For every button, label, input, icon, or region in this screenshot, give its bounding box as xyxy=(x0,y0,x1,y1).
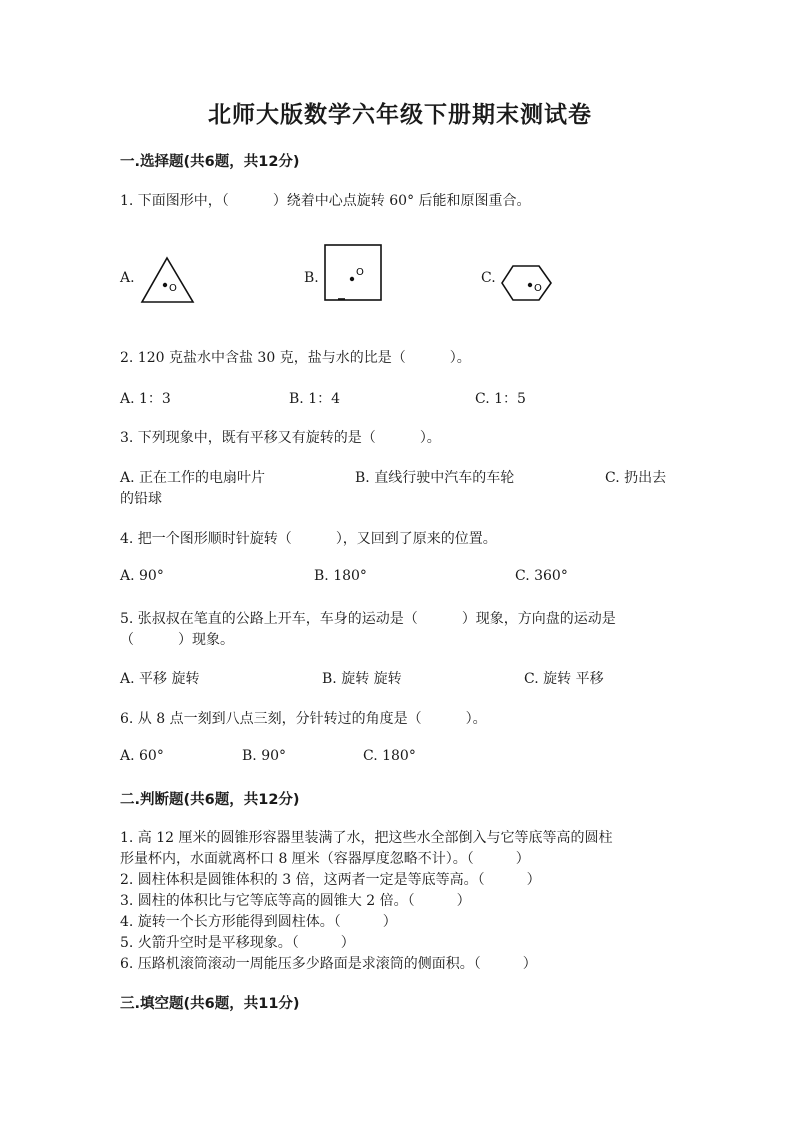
q5-option-c: C. 旋转 平移 xyxy=(524,671,604,687)
question-5-text-post: ）现象。 xyxy=(178,632,234,648)
q6-option-c: C. 180° xyxy=(363,748,416,764)
q1-option-a-label: A. xyxy=(120,270,135,286)
judge-item-1-line-1: 1. 高 12 厘米的圆锥形容器里装满了水，把这些水全部倒入与它等底等高的圆柱 xyxy=(120,830,613,846)
question-4-text-post: ），又回到了原来的位置。 xyxy=(335,531,497,547)
judge-item-6: 6. 压路机滚筒滚动一周能压多少路面是求滚筒的侧面积。（ ） xyxy=(120,956,537,972)
question-5-line-1 xyxy=(120,608,616,628)
q6-option-a: A. 60° xyxy=(120,748,164,764)
question-2-text-post: ）。 xyxy=(449,350,471,366)
q1-option-b-label: B. xyxy=(304,270,319,286)
question-3-text-post: ）。 xyxy=(419,430,441,446)
question-4 xyxy=(120,528,497,548)
question-5-text-open: （ xyxy=(120,632,134,648)
judge-item-3: 3. 圆柱的体积比与它等底等高的圆锥大 2 倍。（ ） xyxy=(120,893,471,909)
q3-option-c-continued: 的铅球 xyxy=(120,491,162,507)
q3-option-c: C. 扔出去 xyxy=(605,470,667,486)
question-1-text-pre: 1. 下面图形中，（ xyxy=(120,193,229,209)
question-6-text-pre: 6. 从 8 点一刻到八点三刻，分针转过的角度是（ xyxy=(120,711,422,727)
hexagon-figure xyxy=(500,263,554,305)
judge-item-2: 2. 圆柱体积是圆锥体积的 3 倍，这两者一定是等底等高。（ ） xyxy=(120,872,541,888)
question-4-text-pre: 4. 把一个图形顺时针旋转（ xyxy=(120,531,292,547)
section-heading-true-false: 二.判断题(共6题，共12分) xyxy=(120,792,300,808)
question-6-text-post: ）。 xyxy=(465,711,487,727)
judge-item-1-line-2: 形量杯内，水面就离杯口 8 厘米（容器厚度忽略不计）。（ ） xyxy=(120,851,530,867)
q4-option-c: C. 360° xyxy=(515,568,568,584)
question-2 xyxy=(120,347,471,367)
question-1 xyxy=(120,190,531,210)
page-title: 北师大版数学六年级下册期末测试卷 xyxy=(208,102,592,128)
q3-option-b: B. 直线行驶中汽车的车轮 xyxy=(355,470,515,486)
question-5-line-2 xyxy=(120,629,234,649)
question-3-text-pre: 3. 下列现象中，既有平移又有旋转的是（ xyxy=(120,430,376,446)
q4-option-a: A. 90° xyxy=(120,568,164,584)
triangle-figure xyxy=(140,255,196,305)
section-heading-choice: 一.选择题(共6题，共12分) xyxy=(120,154,300,170)
q2-option-a: A. 1：3 xyxy=(120,391,171,407)
q1-option-c-label: C. xyxy=(481,270,496,286)
q6-option-b: B. 90° xyxy=(242,748,287,764)
question-6 xyxy=(120,708,487,728)
q5-option-a: A. 平移 旋转 xyxy=(120,671,200,687)
judge-item-5: 5. 火箭升空时是平移现象。（ ） xyxy=(120,935,355,951)
q4-option-b: B. 180° xyxy=(314,568,367,584)
square-figure xyxy=(323,243,385,305)
question-5-text-pre: 5. 张叔叔在笔直的公路上开车，车身的运动是（ xyxy=(120,611,418,627)
question-2-text-pre: 2. 120 克盐水中含盐 30 克，盐与水的比是（ xyxy=(120,350,406,366)
question-3 xyxy=(120,427,441,447)
center-label: O xyxy=(169,283,177,294)
q2-option-c: C. 1：5 xyxy=(475,391,526,407)
judge-item-4: 4. 旋转一个长方形能得到圆柱体。（ ） xyxy=(120,914,397,930)
center-label: O xyxy=(534,283,542,294)
q5-option-b: B. 旋转 旋转 xyxy=(322,671,402,687)
q2-option-b: B. 1：4 xyxy=(289,391,341,407)
question-1-text-post: ）绕着中心点旋转 60° 后能和原图重合。 xyxy=(272,193,531,209)
center-label: O xyxy=(356,267,364,278)
section-heading-fill-blank: 三.填空题(共6题，共11分) xyxy=(120,996,300,1012)
question-5-text-mid: ）现象，方向盘的运动是 xyxy=(461,611,616,627)
q3-option-a: A. 正在工作的电扇叶片 xyxy=(120,470,266,486)
